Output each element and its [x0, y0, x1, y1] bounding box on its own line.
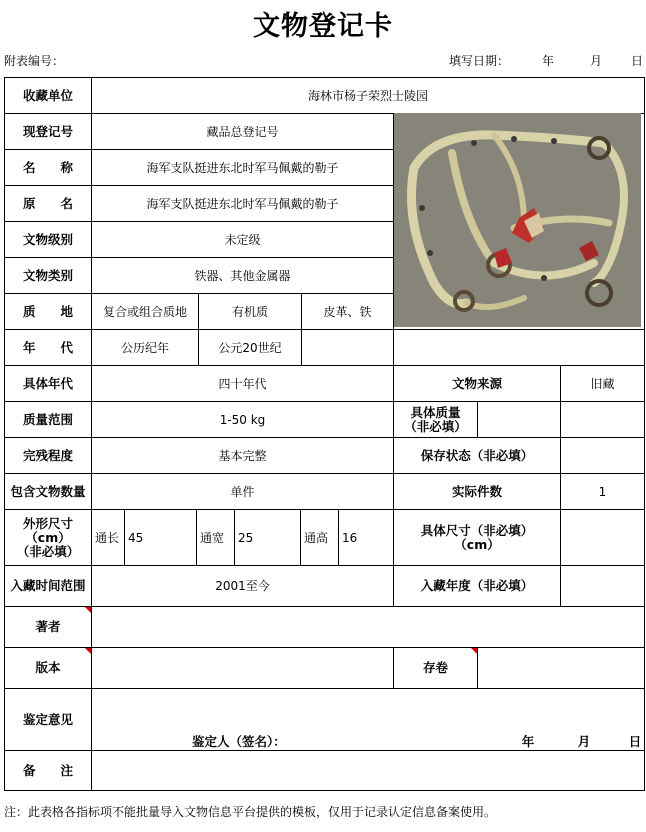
- specific-mass-label-line1: 具体质量: [410, 404, 461, 420]
- contained-count-value[interactable]: 单件: [230, 484, 255, 499]
- collection-unit-label: 收藏单位: [22, 87, 73, 103]
- footnote: 注：此表格各指标项不能批量导入文物信息平台提供的模板，仅用于记录认定信息备案使用。: [4, 805, 497, 819]
- acquisition-year-label: 入藏年度（非必填）: [420, 578, 534, 593]
- acquisition-year-value[interactable]: [561, 566, 644, 606]
- specific-mass-label-line2: （非必填）: [404, 418, 467, 434]
- appraisal-label: 鉴定意见: [22, 711, 73, 727]
- material-value-1[interactable]: 复合或组合质地: [102, 304, 187, 319]
- source-label: 文物来源: [451, 375, 502, 391]
- author-label: 著者: [35, 619, 61, 634]
- completeness-label: 完残程度: [22, 447, 73, 463]
- completeness-value[interactable]: 基本完整: [218, 448, 267, 463]
- height-value[interactable]: 16: [342, 530, 358, 545]
- specific-size-label: [394, 510, 560, 565]
- height-label: 通高: [304, 530, 329, 545]
- original-name-label: 原 名: [22, 195, 73, 211]
- remarks-label: 备 注: [22, 762, 73, 778]
- name-value[interactable]: 海军支队挺进东北时军马佩戴的勒子: [146, 160, 339, 175]
- remarks-value[interactable]: [92, 751, 644, 790]
- author-value[interactable]: [92, 607, 644, 647]
- edition-label: 版本: [35, 660, 61, 675]
- material-value-2[interactable]: 有机质: [231, 304, 268, 319]
- specific-size-label-line2: （cm）: [454, 536, 500, 552]
- appraisal-value[interactable]: [92, 689, 644, 750]
- specific-era-value[interactable]: 四十年代: [218, 376, 267, 391]
- dimensions-label: [5, 510, 91, 565]
- page-title: 文物登记卡: [253, 11, 393, 42]
- appraisal-day: 日: [628, 734, 642, 749]
- dimensions-label-line1: 外形尺寸: [22, 515, 73, 531]
- era-value-2[interactable]: 公元20世纪: [218, 340, 282, 355]
- preservation-label: 保存状态（非必填）: [420, 447, 534, 463]
- era-value-3[interactable]: [302, 330, 393, 365]
- specific-size-value[interactable]: [561, 510, 644, 565]
- collection-unit-value[interactable]: 海林市杨子荣烈士陵园: [307, 88, 428, 103]
- actual-count-label: 实际件数: [451, 483, 502, 499]
- fill-date-year: 年: [542, 54, 555, 68]
- fill-date-month: 月: [590, 54, 603, 68]
- actual-count-value[interactable]: 1: [598, 484, 607, 499]
- dimensions-label-line3: （非必填）: [16, 543, 80, 559]
- preservation-value[interactable]: [561, 438, 644, 473]
- era-value-1[interactable]: 公历纪年: [120, 340, 169, 355]
- category-label: 文物类别: [22, 267, 73, 283]
- original-name-value[interactable]: 海军支队挺进东北时军马佩戴的勒子: [146, 196, 339, 211]
- acquisition-range-label: 入藏时间范围: [10, 578, 86, 593]
- fill-date-day: 日: [631, 54, 644, 68]
- specific-era-label: 具体年代: [22, 375, 73, 391]
- appraisal-month: 月: [577, 734, 591, 749]
- era-label: 年 代: [22, 339, 73, 355]
- mass-range-label: 质量范围: [22, 411, 73, 427]
- acquisition-range-value[interactable]: 2001至今: [215, 579, 270, 593]
- length-label: 通长: [95, 530, 120, 545]
- name-label: 名 称: [22, 159, 73, 175]
- appraiser-signature-label: 鉴定人（签名）：: [192, 734, 286, 749]
- attach-no-label: 附表编号：: [4, 54, 65, 68]
- grade-label: 文物级别: [22, 231, 73, 247]
- material-value-3[interactable]: 皮革、铁: [323, 304, 372, 319]
- edition-value[interactable]: [92, 648, 393, 688]
- fill-date-label: 填写日期：: [449, 54, 510, 68]
- volumes-value[interactable]: [478, 648, 644, 688]
- specific-size-label-line1: 具体尺寸（非必填）: [420, 522, 534, 538]
- width-label: 通宽: [200, 530, 225, 545]
- category-value[interactable]: 铁器、其他金属器: [194, 268, 291, 283]
- appraisal-year: 年: [521, 734, 535, 749]
- volumes-label: 存卷: [422, 660, 448, 675]
- dimensions-label-line2: （cm）: [25, 529, 71, 545]
- current-reg-no-value[interactable]: 藏品总登记号: [206, 124, 279, 139]
- current-reg-no-label: 现登记号: [22, 123, 73, 139]
- contained-count-label: 包含文物数量: [10, 483, 86, 499]
- width-value[interactable]: 25: [238, 530, 254, 545]
- source-value[interactable]: 旧藏: [590, 376, 615, 391]
- specific-mass-label: [394, 402, 477, 437]
- specific-mass-value[interactable]: [478, 402, 560, 437]
- length-value[interactable]: 45: [128, 530, 144, 545]
- mass-range-value[interactable]: 1-50 kg: [219, 412, 266, 427]
- specific-mass-unit[interactable]: [561, 402, 644, 437]
- material-label: 质 地: [22, 303, 73, 319]
- grade-value[interactable]: 未定级: [224, 232, 261, 247]
- artifact-photo: [394, 113, 641, 327]
